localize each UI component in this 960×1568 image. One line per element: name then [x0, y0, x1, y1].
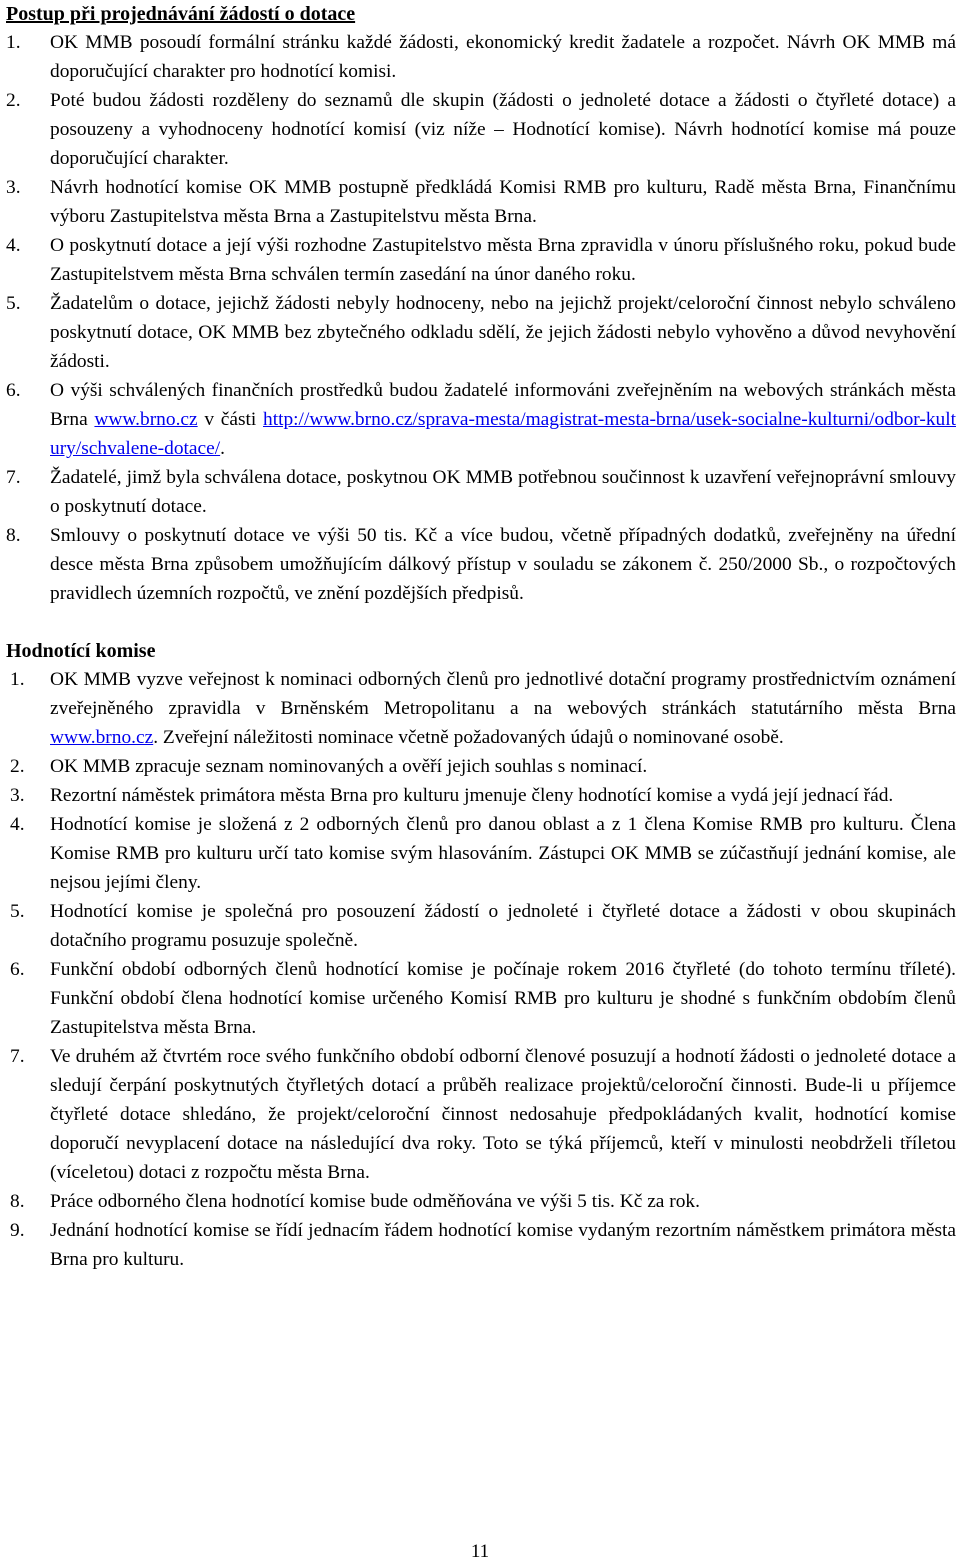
item-text: Žadatelé, jimž byla schválena dotace, poskytnou OK MMB potřebnou součinnost k uzavření veřejnoprávní smlouvy o poskytnutí dotace.	[50, 467, 956, 517]
list-item	[6, 1042, 956, 1187]
item-text: Práce odborného člena hodnotící komise bude odměňována ve výši 5 tis. Kč za rok.	[50, 1191, 700, 1212]
page-number: 11	[470, 1541, 490, 1562]
item-number: 6.	[6, 380, 21, 401]
item-number: 2.	[6, 90, 21, 111]
list-item	[6, 521, 956, 608]
list-item	[6, 1187, 956, 1216]
item-number: 2.	[10, 756, 25, 777]
list-item	[6, 897, 956, 955]
list-item	[6, 289, 956, 376]
section-title-procedure: Postup při projednávání žádostí o dotace	[6, 3, 356, 25]
item-number: 3.	[10, 785, 25, 806]
committee-list	[6, 665, 956, 1274]
item-text: Funkční období odborných členů hodnotící komise je počínaje rokem 2016 čtyřleté (do tohoto termínu tříleté). Funkční období člena hodnotící komise určeného Komisí RMB pro kulturu je shodné s funkčním obdobím členů Zastupitelstva města Brna.	[50, 959, 956, 1038]
procedure-list	[6, 28, 956, 608]
item-number: 6.	[10, 959, 25, 980]
item-number: 7.	[10, 1046, 25, 1067]
item-number: 9.	[10, 1220, 25, 1241]
list-item	[6, 173, 956, 231]
list-item	[6, 752, 956, 781]
item-number: 4.	[10, 814, 25, 835]
item-text-before: OK MMB vyzve veřejnost k nominaci odborných členů pro jednotlivé dotační programy prostřednictvím oznámení zveřejněného zpravidla v Brněnském Metropolitanu a na webových stránkách statutárního města Brna	[50, 669, 956, 719]
item-text: Smlouvy o poskytnutí dotace ve výši 50 tis. Kč a více budou, včetně případných dodatků, zveřejněny na úřední desce města Brna způsobem umožňujícím dálkový přístup v souladu se zákonem č. 250/2000 Sb., o rozpočtových pravidlech územních rozpočtů, ve znění pozdějších předpisů.	[50, 525, 956, 604]
item-number: 7.	[6, 467, 21, 488]
list-item	[6, 28, 956, 86]
list-item	[6, 665, 956, 752]
section-title-committee: Hodnotící komise	[6, 640, 156, 662]
item-text: Ve druhém až čtvrtém roce svého funkčního období odborní členové posuzují a hodnotí žádosti o jednoleté dotace a sledují čerpání poskytnutých čtyřletých dotací a průběh realizace projektů/celoroční činnosti. Bude-li u příjemce čtyřleté dotace shledáno, že projekt/celoroční činnost nedosahuje předpokládaných kvalit, hodnotící komise doporučí nevyplacení dotace na následující dva roky. Toto se týká příjemců, kteří v minulosti neobdrželi tříletou (víceletou) dotaci z rozpočtu města Brna.	[50, 1046, 956, 1183]
item-text: Hodnotící komise je společná pro posouzení žádostí o jednoleté i čtyřleté dotace a žádosti v obou skupinách dotačního programu posuzuje společně.	[50, 901, 956, 951]
list-item	[6, 810, 956, 897]
item-number: 8.	[6, 525, 21, 546]
approved-grants-link[interactable]: http://www.brno.cz/sprava-mesta/magistrat-mesta-brna/usek-socialne-kulturni/odbor-kultury/schvalene-dotace/	[50, 409, 956, 459]
item-number: 3.	[6, 177, 21, 198]
item-number: 1.	[10, 669, 25, 690]
item-number: 4.	[6, 235, 21, 256]
item-number: 8.	[10, 1191, 25, 1212]
brno-website-link[interactable]: www.brno.cz	[94, 409, 198, 430]
list-item	[6, 781, 956, 810]
item-text: Poté budou žádosti rozděleny do seznamů dle skupin (žádosti o jednoleté dotace a žádosti o čtyřleté dotace) a posouzeny a vyhodnoceny hodnotící komisí (viz níže – Hodnotící komise). Návrh hodnotící komise má pouze doporučující charakter.	[50, 90, 956, 169]
item-text: Žadatelům o dotace, jejichž žádosti nebyly hodnoceny, nebo na jejichž projekt/celoroční činnost nebylo schváleno poskytnutí dotace, OK MMB bez zbytečného odkladu sdělí, že jejich žádosti nebylo vyhověno a důvod nevyhovění žádosti.	[50, 293, 956, 372]
list-item	[6, 955, 956, 1042]
item-text: Jednání hodnotící komise se řídí jednacím řádem hodnotící komise vydaným rezortním náměstkem primátora města Brna pro kulturu.	[50, 1220, 956, 1270]
document-page	[6, 0, 956, 1274]
item-text: OK MMB posoudí formální stránku každé žádosti, ekonomický kredit žadatele a rozpočet. Návrh OK MMB má doporučující charakter pro hodnotící komisi.	[50, 32, 956, 82]
brno-website-link[interactable]: www.brno.cz	[50, 727, 154, 748]
item-text-after: . Zveřejní náležitosti nominace včetně požadovaných údajů o nominované osobě.	[153, 727, 784, 748]
list-item	[6, 376, 956, 463]
list-item	[6, 86, 956, 173]
section-spacer	[6, 608, 956, 637]
list-item	[6, 463, 956, 521]
item-text: Hodnotící komise je složená z 2 odborných členů pro danou oblast a z 1 člena Komise RMB pro kulturu. Člena Komise RMB pro kulturu určí tato komise svým hlasováním. Zástupci OK MMB se zúčastňují jednání komise, ale nejsou jejími členy.	[50, 814, 956, 893]
item-text-before: O výši schválených finančních prostředků budou žadatelé informováni zveřejněním na webových stránkách města Brna	[50, 380, 956, 430]
item-number: 5.	[10, 901, 25, 922]
list-item	[6, 1216, 956, 1274]
item-text-after: .	[220, 438, 225, 459]
item-text-middle: v části	[197, 409, 263, 430]
item-text: Rezortní náměstek primátora města Brna pro kulturu jmenuje členy hodnotící komise a vydá její jednací řád.	[50, 785, 894, 806]
list-item	[6, 231, 956, 289]
item-text: Návrh hodnotící komise OK MMB postupně předkládá Komisi RMB pro kulturu, Radě města Brna, Finančnímu výboru Zastupitelstva města Brna a Zastupitelstvu města Brna.	[50, 177, 956, 227]
item-text: O poskytnutí dotace a její výši rozhodne Zastupitelstvo města Brna zpravidla v únoru příslušného roku, pokud bude Zastupitelstvem města Brna schválen termín zasedání na únor daného roku.	[50, 235, 956, 285]
item-text: OK MMB zpracuje seznam nominovaných a ověří jejich souhlas s nominací.	[50, 756, 648, 777]
item-number: 5.	[6, 293, 21, 314]
item-number: 1.	[6, 32, 21, 53]
